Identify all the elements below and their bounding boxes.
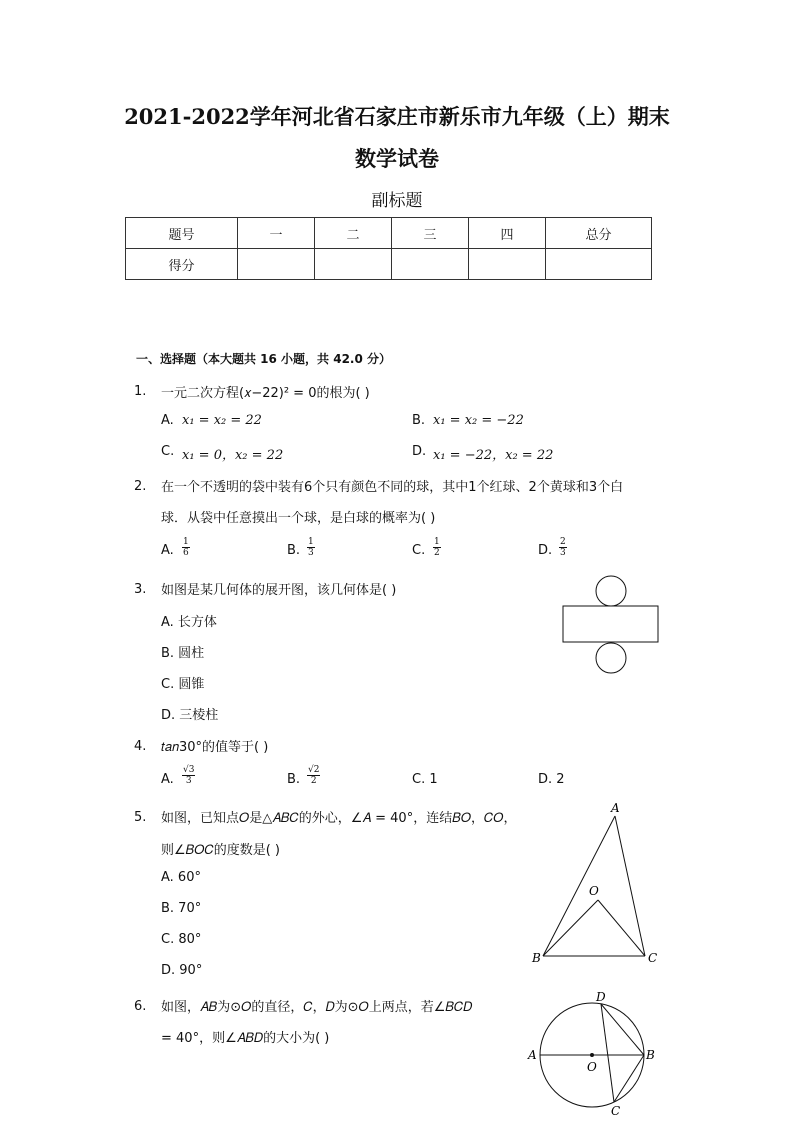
score-cell: 一	[238, 218, 315, 249]
option-a	[182, 537, 190, 558]
section-heading: 一、选择题（本大题共 16 小题，共 42.0 分）	[136, 352, 392, 366]
net-rectangle	[563, 606, 658, 642]
triangle-figure	[525, 798, 665, 968]
score-table-header-row	[126, 218, 652, 249]
option-c: C. 圆锥	[161, 677, 205, 692]
chord-cd	[601, 1004, 614, 1102]
option-c	[433, 537, 441, 558]
option-label: B.	[287, 543, 301, 558]
option-label: B.	[412, 413, 426, 428]
score-blank-cell	[315, 249, 392, 280]
net-figure	[555, 570, 665, 680]
exam-title-line1: 2021-2022学年河北省石家庄市新乐市九年级（上）期末	[124, 104, 670, 129]
question-stem: 如图，𝐴𝐵为⊙𝑂的直径，𝐶，𝐷为⊙𝑂上两点，若∠𝐵𝐶𝐷	[161, 1000, 473, 1015]
score-blank-cell	[238, 249, 315, 280]
frac-num: 1	[308, 537, 314, 547]
score-cell: 二	[315, 218, 392, 249]
score-cell: 总分	[546, 218, 652, 249]
frac-num: 1	[183, 537, 189, 547]
point-label-b: B	[532, 951, 541, 965]
question-number: 3.	[134, 582, 147, 597]
option-d: D. 三棱柱	[161, 708, 219, 723]
frac-num: 2	[560, 537, 566, 547]
option-label: A.	[161, 543, 174, 558]
frac-den: 3	[560, 548, 566, 558]
option-c: C. 1	[412, 772, 438, 787]
exam-subtitle: 副标题	[371, 191, 423, 211]
question-stem: 如图是某几何体的展开图，该几何体是( )	[161, 583, 397, 598]
question-number: 1.	[134, 384, 147, 399]
question-stem: 𝑡𝑎𝑛30°的值等于( )	[161, 740, 269, 755]
question-number: 6.	[134, 999, 147, 1014]
segment-bo	[543, 900, 598, 956]
score-cell: 得分	[126, 249, 238, 280]
score-blank-cell	[392, 249, 469, 280]
option-d: D. 2	[538, 772, 565, 787]
point-label-a: A	[528, 1048, 537, 1062]
question-number: 4.	[134, 739, 147, 754]
frac-den: 2	[434, 548, 440, 558]
option-b	[307, 537, 315, 558]
frac-num: √2	[308, 765, 320, 775]
question-stem: 一元二次方程(𝑥−22)² = 0的根为( )	[161, 386, 370, 401]
option-d	[559, 537, 567, 558]
score-table	[125, 217, 652, 280]
net-bottom-circle	[596, 643, 626, 673]
option-a	[182, 765, 195, 786]
side-ab	[543, 816, 615, 956]
option-label: A.	[161, 413, 174, 428]
question-stem: 球．从袋中任意摸出一个球，是白球的概率为( )	[161, 511, 436, 526]
frac-num: 1	[434, 537, 440, 547]
option-a: A. 长方体	[161, 615, 217, 630]
option-b: B. 圆柱	[161, 646, 205, 661]
option-b	[307, 765, 320, 786]
frac-den: 6	[183, 548, 189, 558]
option-b: B. 70°	[161, 901, 202, 916]
chord-bc	[614, 1055, 644, 1102]
point-label-c: C	[611, 1104, 621, 1118]
score-blank-cell	[469, 249, 546, 280]
center-dot	[590, 1053, 594, 1057]
circle-figure	[522, 988, 662, 1120]
option-d: 𝑥₁ = −22，𝑥₂ = 22	[433, 448, 554, 463]
option-d: D. 90°	[161, 963, 203, 978]
point-label-a: A	[611, 801, 620, 815]
score-blank-cell	[546, 249, 652, 280]
option-label: D.	[538, 543, 553, 558]
question-number: 5.	[134, 810, 147, 825]
point-label-b: B	[646, 1048, 655, 1062]
option-b: 𝑥₁ = 𝑥₂ = −22	[433, 413, 524, 428]
option-a: 𝑥₁ = 𝑥₂ = 22	[182, 413, 262, 428]
question-stem: 在一个不透明的袋中装有6个只有颜色不同的球，其中1个红球、2个黄球和3个白	[161, 480, 624, 495]
option-label: D.	[412, 444, 427, 459]
question-stem: = 40°，则∠𝐴𝐵𝐷的大小为( )	[161, 1031, 330, 1046]
option-a: A. 60°	[161, 870, 201, 885]
score-cell: 三	[392, 218, 469, 249]
frac-den: 3	[308, 548, 314, 558]
option-c: C. 80°	[161, 932, 202, 947]
side-ac	[615, 816, 645, 956]
option-label: A.	[161, 772, 174, 787]
question-stem: 如图，已知点𝑂是△𝐴𝐵𝐶的外心，∠𝐴 = 40°，连结𝐵𝑂，𝐶𝑂，	[161, 811, 517, 826]
score-cell: 四	[469, 218, 546, 249]
point-label-o: O	[589, 884, 599, 898]
frac-den: 2	[310, 776, 317, 786]
point-label-d: D	[596, 990, 606, 1004]
option-label: C.	[161, 444, 175, 459]
question-stem: 则∠𝐵𝑂𝐶的度数是( )	[161, 843, 280, 858]
segment-co	[598, 900, 645, 956]
frac-num: √3	[183, 765, 195, 775]
option-label: B.	[287, 772, 301, 787]
question-number: 2.	[134, 479, 147, 494]
exam-title-line2: 数学试卷	[355, 146, 439, 171]
point-label-c: C	[648, 951, 658, 965]
option-c: 𝑥₁ = 0，𝑥₂ = 22	[182, 448, 284, 463]
net-top-circle	[596, 576, 626, 606]
option-label: C.	[412, 543, 426, 558]
score-cell: 题号	[126, 218, 238, 249]
score-table-score-row	[126, 249, 652, 280]
frac-den: 3	[185, 776, 192, 786]
point-label-o: O	[587, 1060, 597, 1074]
